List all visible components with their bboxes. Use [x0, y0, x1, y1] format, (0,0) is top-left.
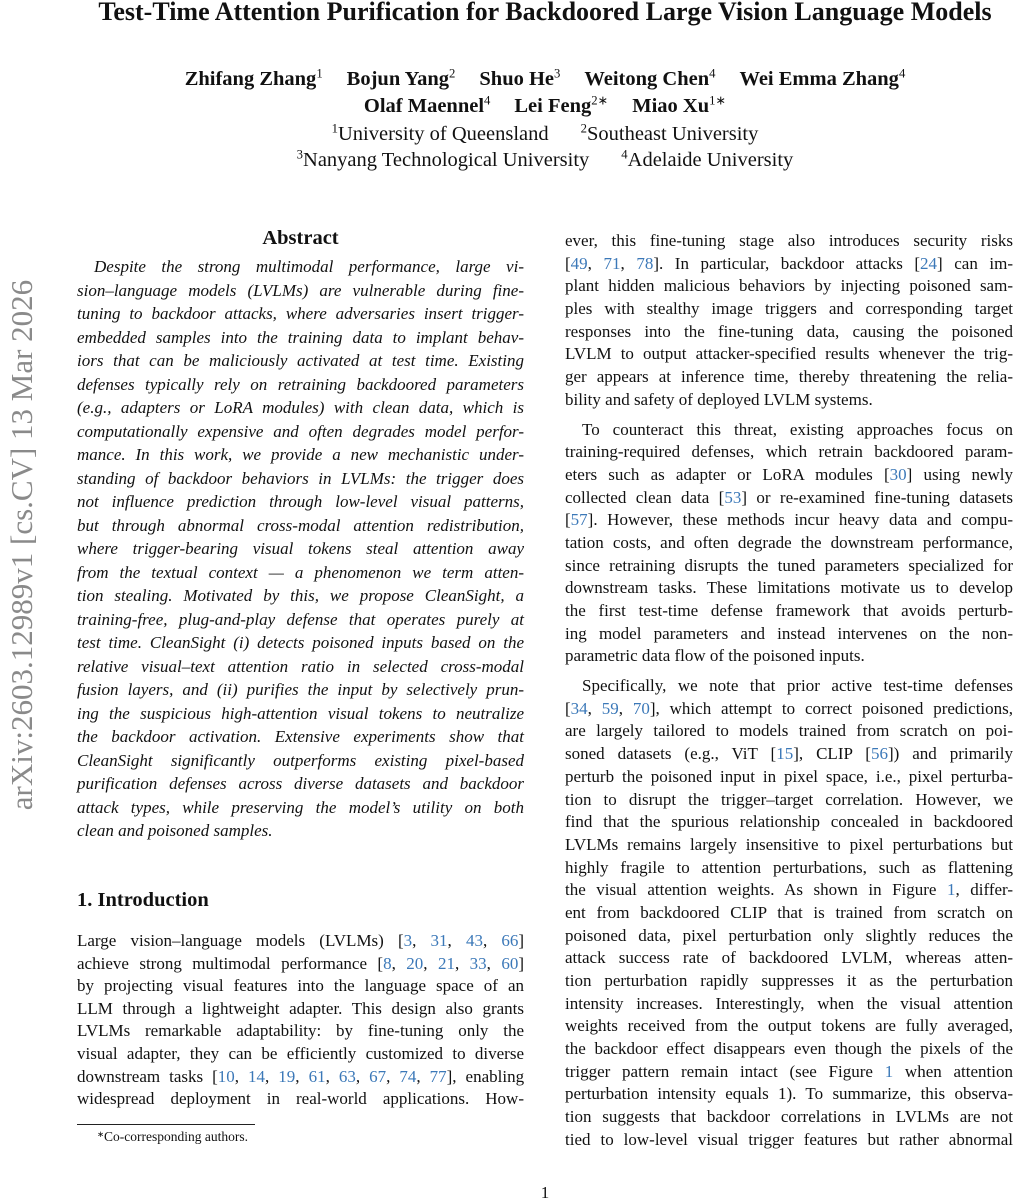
paragraph: [77, 255, 524, 843]
citation-link[interactable]: 43: [465, 931, 483, 950]
superscript: 2: [580, 121, 587, 136]
text-line: LVLMs remains largely insensitive to pixel perturbations but: [565, 834, 1013, 854]
text-line: tion to disrupt the trigger–target correlation. However, we: [565, 789, 1013, 809]
text-line: are largely tailored to models trained from scratch on poi-: [565, 721, 1013, 741]
text-line: tied to low-level visual trigger features but rather abnormal: [565, 1129, 1013, 1149]
affiliation-list: [0, 123, 1016, 146]
text-line: the first test-time defense framework that avoids perturb-: [565, 601, 1013, 620]
citation-link[interactable]: 78: [636, 253, 654, 273]
citation-link[interactable]: 71: [603, 253, 621, 273]
citation-link[interactable]: 57: [570, 510, 588, 530]
citation-link[interactable]: 8: [383, 953, 392, 973]
paragraph: [565, 230, 1013, 412]
name: Shuo He: [479, 68, 555, 90]
citation-link[interactable]: 60: [501, 953, 519, 973]
text-line: computationally expensive and often degrades model perfor-: [77, 421, 524, 441]
text-line: standing of backdoor behaviors in LVLMs: the trigger does: [77, 468, 524, 488]
text-line: training-free, plug-and-play defense that operates purely at: [77, 609, 524, 629]
text-line: since retraining disrupts the tuned parameters specialized for: [565, 555, 1013, 575]
citation-link[interactable]: 56: [870, 744, 888, 764]
citation-link[interactable]: 34: [570, 698, 588, 718]
superscript: 4: [484, 93, 491, 108]
figure-link[interactable]: 1: [946, 880, 956, 900]
author-name: [739, 68, 905, 90]
author-name: [479, 68, 560, 90]
text-line: attack success rate of backdoored LVLM, whereas atten-: [565, 948, 1013, 968]
name: Nanyang Technological University: [303, 149, 590, 171]
abstract-heading: Abstract: [262, 227, 339, 249]
text-line: soned datasets (e.g., ViT [15], CLIP [56]) and primarily: [565, 744, 1013, 764]
name: Zhifang Zhang: [184, 68, 317, 90]
text-line: plant hidden malicious behaviors by injecting poisoned sam-: [565, 276, 1013, 296]
footnote-divider: [77, 1124, 255, 1125]
citation-link[interactable]: 14: [248, 1066, 266, 1086]
affiliation-list: [0, 149, 1016, 172]
citation-link[interactable]: 21: [437, 953, 455, 973]
text-line: To counteract this threat, existing approaches focus on: [582, 419, 1013, 439]
author-name: [514, 95, 608, 117]
name: Miao Xu: [632, 95, 710, 117]
text-line: clean and poisoned samples.: [77, 821, 273, 840]
name: Weitong Chen: [584, 68, 710, 90]
text-line: ger appears at inference time, thereby threatening the relia-: [565, 367, 1013, 387]
author-name: [347, 68, 456, 90]
footnote-text: Co-corresponding authors.: [104, 1129, 248, 1144]
text-line: intensity increases. Interestingly, when the visual attention: [565, 993, 1013, 1013]
affiliation: [621, 149, 793, 171]
text-line: the backdoor activation. Extensive experiments show that: [77, 727, 524, 746]
introduction-body-left: [77, 930, 524, 1111]
text-line: embedded samples into the training data to implant behav-: [77, 327, 524, 347]
text-line: collected clean data [53] or re-examined fine-tuning datasets: [565, 487, 1014, 507]
citation-link[interactable]: 59: [601, 698, 619, 718]
citation-link[interactable]: 3: [403, 931, 413, 950]
citation-link[interactable]: 66: [501, 931, 519, 950]
text-line: training-required defenses, which retrain backdoored param-: [565, 442, 1013, 462]
citation-link[interactable]: 24: [920, 253, 938, 273]
text-line: perturb the poisoned input in pixel space, i.e., pixel perturba-: [565, 766, 1013, 786]
text-line: purification defenses across diverse datasets and backdoor: [77, 774, 524, 793]
citation-link[interactable]: 53: [724, 487, 742, 507]
text-line: LLM through a lightweight adapter. This design also grants: [77, 998, 524, 1018]
paragraph: [565, 419, 1013, 669]
page-number: 1: [540, 1183, 550, 1202]
text-line: tion suggests that backdoor correlations in LVLMs are not: [565, 1107, 1013, 1127]
section-heading-introduction: 1. Introduction: [77, 889, 209, 911]
citation-link[interactable]: 19: [278, 1066, 296, 1086]
superscript: 3: [554, 66, 561, 81]
text-line: find that the spurious relationship concealed in backdoored: [565, 812, 1013, 832]
text-line: ent from backdoored CLIP that is trained from scratch on: [565, 902, 1013, 922]
text-line: (e.g., adapters or LoRA modules) with clean data, which is: [77, 398, 524, 417]
author-list: [0, 95, 1016, 118]
text-line: poisoned data, pixel perturbation only slightly reduces the: [565, 925, 1013, 945]
text-line: defenses typically rely on retraining backdoored parameters: [77, 374, 524, 394]
author-name: [185, 68, 323, 90]
affiliation: [332, 123, 549, 145]
introduction-body-right: [565, 230, 1013, 1152]
superscript: 2∗: [591, 93, 609, 108]
citation-link[interactable]: 70: [632, 698, 650, 718]
citation-link[interactable]: 30: [889, 464, 907, 484]
text-line: Despite the strong multimodal performance, large vi-: [94, 257, 524, 276]
abstract-body: [77, 255, 524, 843]
name: Adelaide University: [627, 149, 794, 171]
affiliation: [297, 149, 590, 171]
name: Wei Emma Zhang: [739, 68, 899, 90]
text-line: from the textual context — a phenomenon we term atten-: [77, 562, 524, 582]
text-line: downstream tasks. These limitations motivate us to develop: [565, 578, 1013, 598]
text-line: the visual attention weights. As shown in Figure 1, differ-: [565, 880, 1014, 900]
author-name: [584, 68, 715, 90]
text-line: [49, 71, 78]. In particular, backdoor attacks [24] can im-: [565, 253, 1014, 273]
text-line: fusion layers, and (ii) purifies the input by selectively prun-: [77, 680, 524, 699]
text-line: relative visual–text attention ratio in selected cross-modal: [77, 656, 524, 676]
author-list: [0, 68, 1016, 91]
text-line: ing model parameters and instead intervenes on the non-: [565, 623, 1013, 643]
text-line: mance. In this work, we provide a new mechanistic under-: [77, 445, 524, 464]
figure-link[interactable]: 1: [884, 1061, 894, 1081]
text-line: [34, 59, 70], which attempt to correct poisoned predictions,: [565, 698, 1014, 718]
name: University of Queensland: [337, 123, 549, 145]
text-line: but through abnormal cross-modal attention redistribution,: [77, 515, 524, 535]
citation-link[interactable]: 77: [429, 1066, 447, 1086]
text-line: ing the suspicious high-attention visual tokens to neutralize: [77, 703, 524, 723]
text-line: where trigger-bearing visual tokens steal attention away: [77, 539, 524, 558]
text-line: LVLMs remarkable adaptability: by fine-tuning only the: [77, 1021, 524, 1041]
text-line: visual adapter, they can be efficiently customized to diverse: [77, 1043, 524, 1063]
text-line: achieve strong multimodal performance [8, 20, 21, 33, 60]: [77, 953, 525, 973]
text-line: ever, this fine-tuning stage also introduces security risks: [565, 231, 1013, 250]
text-line: bility and safety of deployed LVLM systems.: [565, 389, 873, 409]
name: Lei Feng: [514, 95, 592, 117]
superscript: 1∗: [709, 93, 727, 108]
text-line: the backdoor effect disappears even though the pixels of the: [565, 1039, 1013, 1059]
text-line: tion perturbation rapidly suppresses it as the perturbation: [565, 971, 1013, 990]
citation-link[interactable]: 33: [469, 953, 487, 973]
citation-link[interactable]: 74: [399, 1066, 417, 1086]
text-line: Specifically, we note that prior active test-time defenses: [582, 676, 1013, 696]
text-line: downstream tasks [10, 14, 19, 61, 63, 67, 74, 77], enabling: [77, 1066, 525, 1086]
text-line: trigger pattern remain intact (see Figure 1 when attention: [565, 1061, 1013, 1081]
footnote: [97, 1129, 248, 1145]
footnote-mark: ∗: [97, 1129, 105, 1139]
text-line: ples with stealthy image triggers and corresponding target: [565, 299, 1013, 319]
name: Bojun Yang: [346, 68, 450, 90]
text-line: not influence prediction through low-level visual patterns,: [77, 492, 524, 511]
text-line: highly fragile to attention perturbations, such as flattening: [565, 857, 1013, 877]
text-line: [57]. However, these methods incur heavy data and compu-: [565, 510, 1013, 530]
text-line: Large vision–language models (LVLMs) [3, 31, 43, 66]: [77, 931, 525, 950]
paragraph: [77, 930, 524, 1111]
citation-link[interactable]: 67: [369, 1066, 387, 1086]
affiliation: [581, 123, 759, 145]
citation-link[interactable]: 15: [776, 744, 794, 764]
arxiv-stamp: arXiv:2603.12989v1 [cs.CV] 13 Mar 2026: [4, 279, 39, 811]
text-line: weights received from the output tokens are fully averaged,: [565, 1016, 1013, 1036]
citation-link[interactable]: 63: [338, 1066, 356, 1086]
superscript: 4: [709, 66, 716, 81]
citation-link[interactable]: 20: [406, 953, 424, 973]
text-line: sion–language models (LVLMs) are vulnerable during fine-: [77, 280, 524, 300]
paper-title: Test-Time Attention Purification for Backdoored Large Vision Language Models: [98, 0, 992, 26]
text-line: iors that can be maliciously activated at test time. Existing: [77, 351, 524, 370]
citation-link[interactable]: 31: [430, 931, 448, 950]
superscript: 1: [331, 121, 338, 136]
citation-link[interactable]: 61: [308, 1066, 326, 1086]
text-line: tion stealing. Motivated by this, we propose CleanSight, a: [77, 586, 524, 605]
superscript: 4: [621, 147, 628, 162]
text-line: tation costs, and often degrade the downstream performance,: [565, 532, 1013, 552]
text-line: widespread deployment in real-world applications. How-: [77, 1089, 524, 1109]
name: Olaf Maennel: [363, 95, 485, 117]
text-line: perturbation intensity equals 1). To summarize, this observa-: [565, 1084, 1013, 1104]
text-line: responses into the fine-tuning data, causing the poisoned: [565, 321, 1013, 341]
text-line: tuning to backdoor attacks, where adversaries insert trigger-: [77, 304, 524, 323]
text-line: test time. CleanSight (i) detects poisoned inputs based on the: [77, 633, 524, 652]
citation-link[interactable]: 49: [570, 253, 588, 273]
author-name: [632, 95, 726, 117]
text-line: eters such as adapter or LoRA modules [30] using newly: [565, 464, 1013, 484]
name: Southeast University: [586, 123, 759, 145]
text-line: LVLM to output attacker-specified results whenever the trig-: [565, 344, 1013, 364]
paragraph: [565, 675, 1013, 1151]
citation-link[interactable]: 10: [217, 1066, 235, 1086]
text-line: CleanSight significantly outperforms existing pixel-based: [77, 750, 524, 770]
superscript: 4: [898, 66, 906, 81]
text-line: by projecting visual features into the language space of an: [77, 976, 524, 996]
text-line: attack types, while preserving the model’s utility on both: [77, 797, 524, 817]
superscript: 3: [296, 147, 304, 162]
superscript: 2: [449, 66, 456, 81]
superscript: 1: [316, 66, 323, 81]
text-line: parametric data flow of the poisoned inputs.: [565, 646, 865, 666]
author-name: [364, 95, 491, 117]
